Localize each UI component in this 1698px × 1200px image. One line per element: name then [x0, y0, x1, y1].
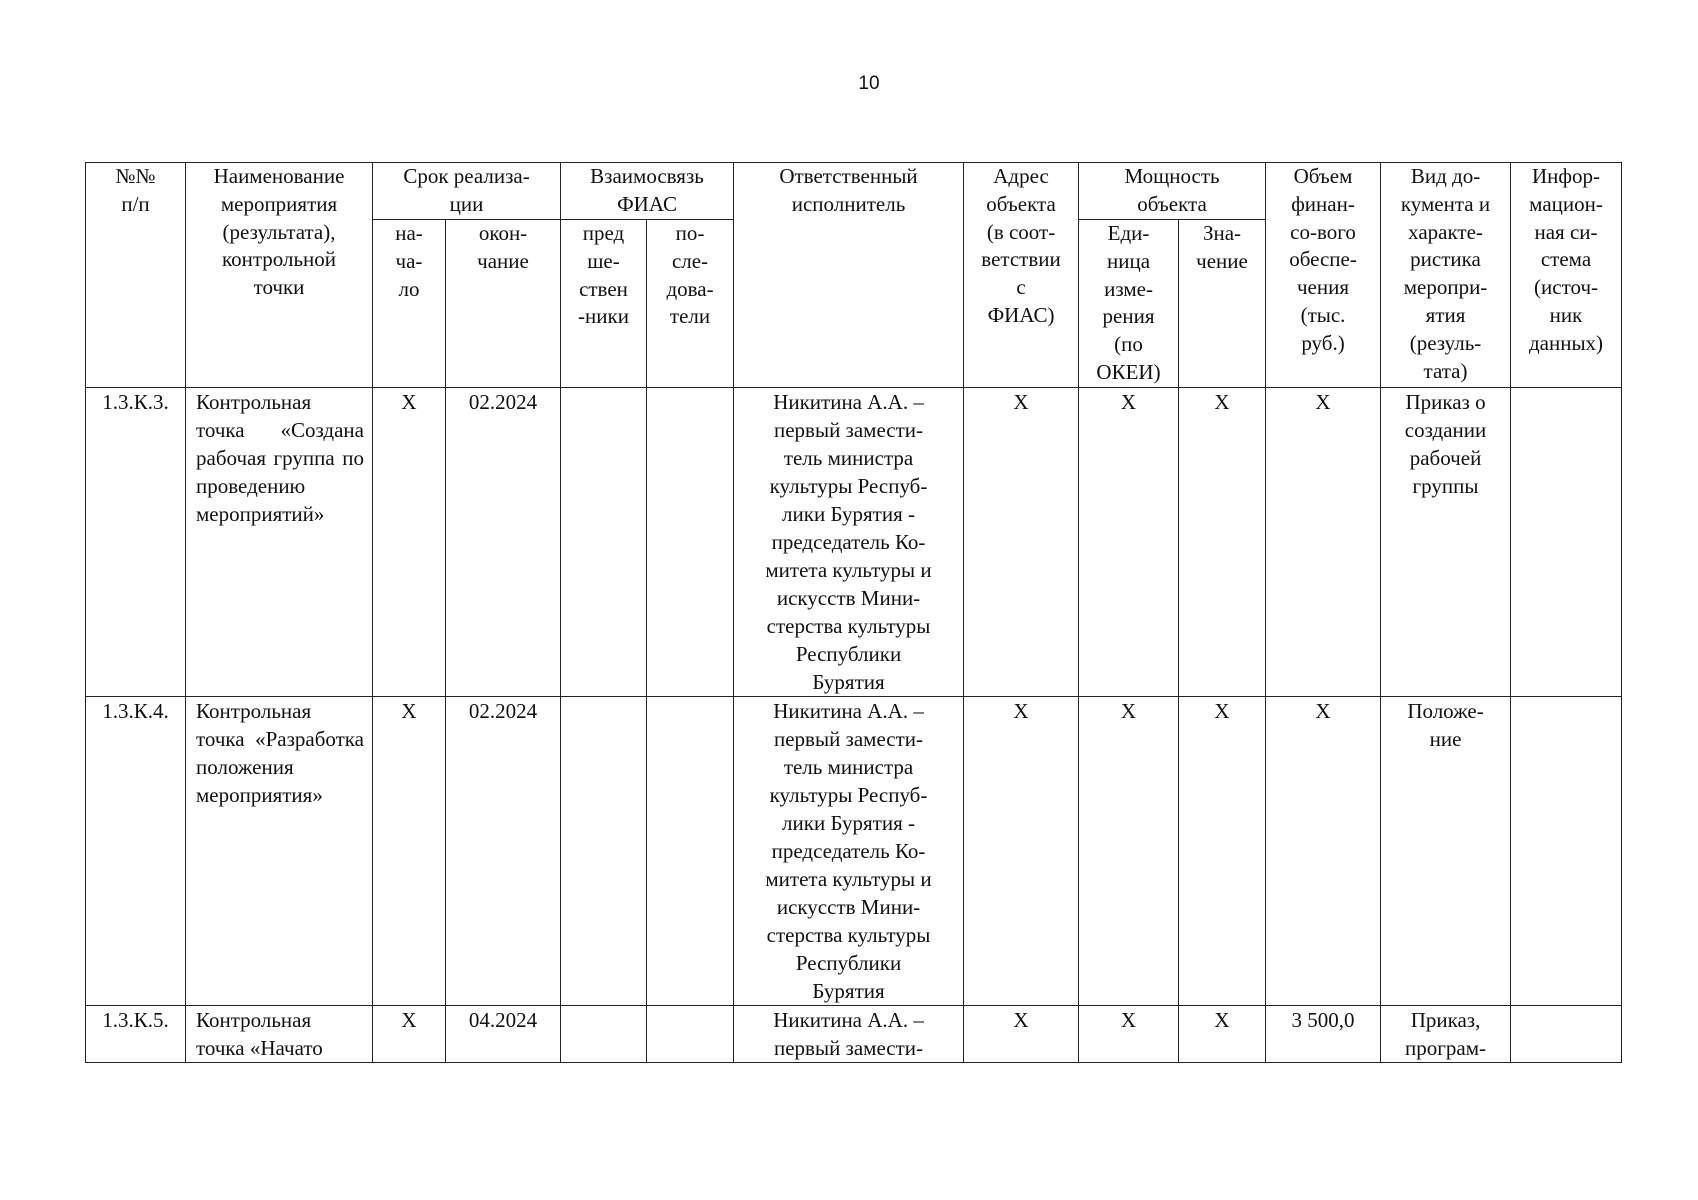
row-doc: Приказ, програм-: [1381, 1005, 1511, 1062]
row-address: Х: [964, 696, 1079, 1005]
row-value: Х: [1179, 1005, 1266, 1062]
header-capacity-unit: Еди- ница изме- рения (по ОКЕИ): [1079, 220, 1179, 388]
table-row: [86, 387, 1622, 696]
row-value: Х: [1179, 387, 1266, 696]
header-name: Наименование мероприятия (результата), контрольной точки: [186, 163, 373, 388]
row-unit: Х: [1079, 1005, 1179, 1062]
row-num: 1.3.К.3.: [86, 387, 186, 696]
table-row: [86, 1005, 1622, 1062]
row-name: Контрольная точка «Создана рабочая группа по проведению мероприятий»: [186, 387, 373, 696]
row-address: Х: [964, 1005, 1079, 1062]
row-info: [1511, 1005, 1622, 1062]
header-period-start: на- ча- ло: [373, 220, 446, 388]
header-fias-next: по- сле- дова- тели: [647, 220, 734, 388]
row-prev: [561, 387, 647, 696]
row-prev: [561, 696, 647, 1005]
activities-table: [85, 162, 1622, 1063]
header-finance: Объем финан- со-вого обеспе- чения (тыс. руб.): [1266, 163, 1381, 388]
row-num: 1.3.К.5.: [86, 1005, 186, 1062]
row-info: [1511, 387, 1622, 696]
row-end: 02.2024: [446, 696, 561, 1005]
row-unit: Х: [1079, 387, 1179, 696]
row-num: 1.3.К.4.: [86, 696, 186, 1005]
row-start: Х: [373, 1005, 446, 1062]
header-fias-link: Взаимосвязь ФИАС: [561, 163, 734, 220]
row-start: Х: [373, 387, 446, 696]
page-number: 10: [858, 73, 880, 94]
table-row: [86, 696, 1622, 1005]
header-num: №№ п/п: [86, 163, 186, 388]
row-end: 04.2024: [446, 1005, 561, 1062]
row-info: [1511, 696, 1622, 1005]
table-header-row: [86, 163, 1622, 220]
header-capacity: Мощность объекта: [1079, 163, 1266, 220]
row-finance: Х: [1266, 696, 1381, 1005]
header-period: Срок реализа- ции: [373, 163, 561, 220]
row-next: [647, 1005, 734, 1062]
row-finance: 3 500,0: [1266, 1005, 1381, 1062]
row-name: Контрольная точка «Разработка положения мероприятия»: [186, 696, 373, 1005]
row-doc: Приказ о создании рабочей группы: [1381, 387, 1511, 696]
row-start: Х: [373, 696, 446, 1005]
row-next: [647, 387, 734, 696]
row-responsible: Никитина А.А. – первый замести- тель министра культуры Респуб- лики Бурятия - председатель Ко- митета культуры и искусств Мини- стерства культуры Республики Бурятия: [734, 387, 964, 696]
header-doc-type: Вид до- кумента и характе- ристика меропри- ятия (резуль- тата): [1381, 163, 1511, 388]
row-doc: Положе- ние: [1381, 696, 1511, 1005]
row-responsible: Никитина А.А. – первый замести- тель министра культуры Респуб- лики Бурятия - председатель Ко- митета культуры и искусств Мини- стерства культуры Республики Бурятия: [734, 696, 964, 1005]
row-end: 02.2024: [446, 387, 561, 696]
row-value: Х: [1179, 696, 1266, 1005]
row-address: Х: [964, 387, 1079, 696]
header-fias-prev: пред ше- ствен -ники: [561, 220, 647, 388]
header-address: Адрес объекта (в соот- ветствии с ФИАС): [964, 163, 1079, 388]
row-prev: [561, 1005, 647, 1062]
row-unit: Х: [1079, 696, 1179, 1005]
header-capacity-value: Зна- чение: [1179, 220, 1266, 388]
header-responsible: Ответственный исполнитель: [734, 163, 964, 388]
row-finance: Х: [1266, 387, 1381, 696]
row-name: Контрольная точка «Начато: [186, 1005, 373, 1062]
row-responsible: Никитина А.А. – первый замести-: [734, 1005, 964, 1062]
header-info-system: Инфор- мацион- ная си- стема (источ- ник данных): [1511, 163, 1622, 388]
row-next: [647, 696, 734, 1005]
header-period-end: окон- чание: [446, 220, 561, 388]
